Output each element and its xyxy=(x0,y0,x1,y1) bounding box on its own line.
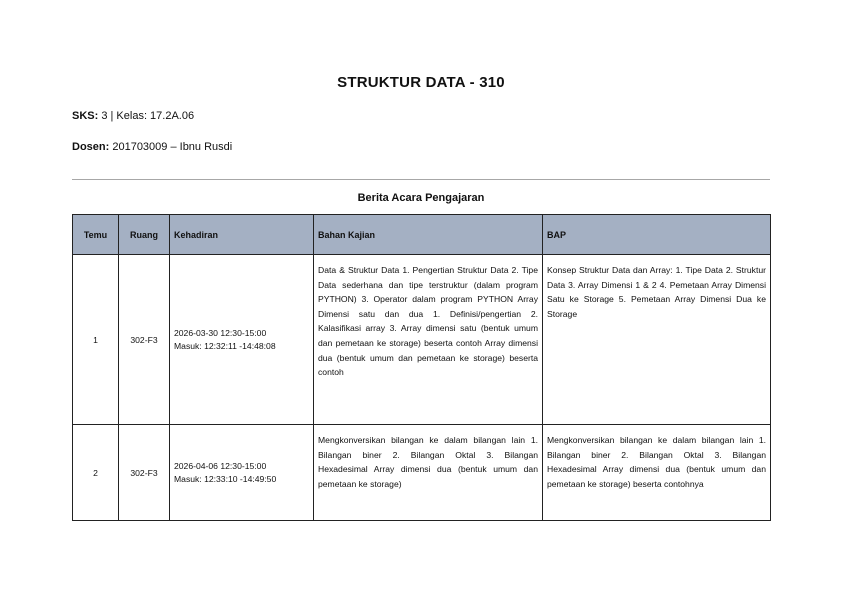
sks-kelas-line xyxy=(72,110,194,122)
cell-bahan-kajian: Data & Struktur Data 1. Pengertian Struktur Data 2. Tipe Data sederhana dan tipe terstruktur (dalam program PYTHON) 3. Operator dalam program PYTHON Array Dimensi satu dan dua 1. Definisi/pengertian 2. Kalasifikasi array 3. Array dimensi satu (bentuk umum dan pemetaan ke storage) beserta contoh Array dimensi dua (bentuk umum dan pemetaan ke storage) beserta contoh xyxy=(314,255,543,425)
header-bahan-kajian: Bahan Kajian xyxy=(314,215,543,255)
header-bap: BAP xyxy=(543,215,771,255)
bap-table xyxy=(72,214,771,521)
cell-bap: Konsep Struktur Data dan Array: 1. Tipe Data 2. Struktur Data 3. Array Dimensi 1 & 2 4. Pemetaan Array Dimensi Satu ke Storage 5. Pemetaan Array Dimensi Dua ke Storage xyxy=(543,255,771,425)
header-kehadiran: Kehadiran xyxy=(170,215,314,255)
cell-ruang: 302-F3 xyxy=(119,255,170,425)
kehadiran-masuk: Masuk: 12:32:11 -14:48:08 xyxy=(174,340,276,351)
table-row xyxy=(73,425,771,521)
section-title: Berita Acara Pengajaran xyxy=(357,192,485,204)
cell-ruang: 302-F3 xyxy=(119,425,170,521)
cell-temu: 1 xyxy=(73,255,119,425)
cell-kehadiran xyxy=(170,255,314,425)
divider xyxy=(72,179,770,180)
sks-label: SKS: xyxy=(72,110,99,122)
sks-kelas-value: 3 | Kelas: 17.2A.06 xyxy=(101,110,195,122)
table-row xyxy=(73,255,771,425)
kehadiran-jadwal: 2026-03-30 12:30-15:00 xyxy=(174,327,267,338)
cell-bap: Mengkonversikan bilangan ke dalam bilangan lain 1. Bilangan biner 2. Bilangan Oktal 3. Bilangan Hexadesimal Array dimensi dua (bentuk umum dan pemetaan ke storage) beserta contohnya xyxy=(543,425,771,521)
table-header-row xyxy=(73,215,771,255)
header-temu: Temu xyxy=(73,215,119,255)
cell-kehadiran xyxy=(170,425,314,521)
dosen-line xyxy=(72,141,232,153)
cell-bahan-kajian: Mengkonversikan bilangan ke dalam bilangan lain 1. Bilangan biner 2. Bilangan Oktal 3. Bilangan Hexadesimal Array dimensi dua (bentuk umum dan pemetaan ke storage) xyxy=(314,425,543,521)
dosen-label: Dosen: xyxy=(72,141,110,153)
dosen-value: 201703009 – Ibnu Rusdi xyxy=(112,141,233,153)
header-ruang: Ruang xyxy=(119,215,170,255)
kehadiran-jadwal: 2026-04-06 12:30-15:00 xyxy=(174,460,267,471)
kehadiran-masuk: Masuk: 12:33:10 -14:49:50 xyxy=(174,473,277,484)
page-title: STRUKTUR DATA - 310 xyxy=(337,74,505,91)
cell-temu: 2 xyxy=(73,425,119,521)
